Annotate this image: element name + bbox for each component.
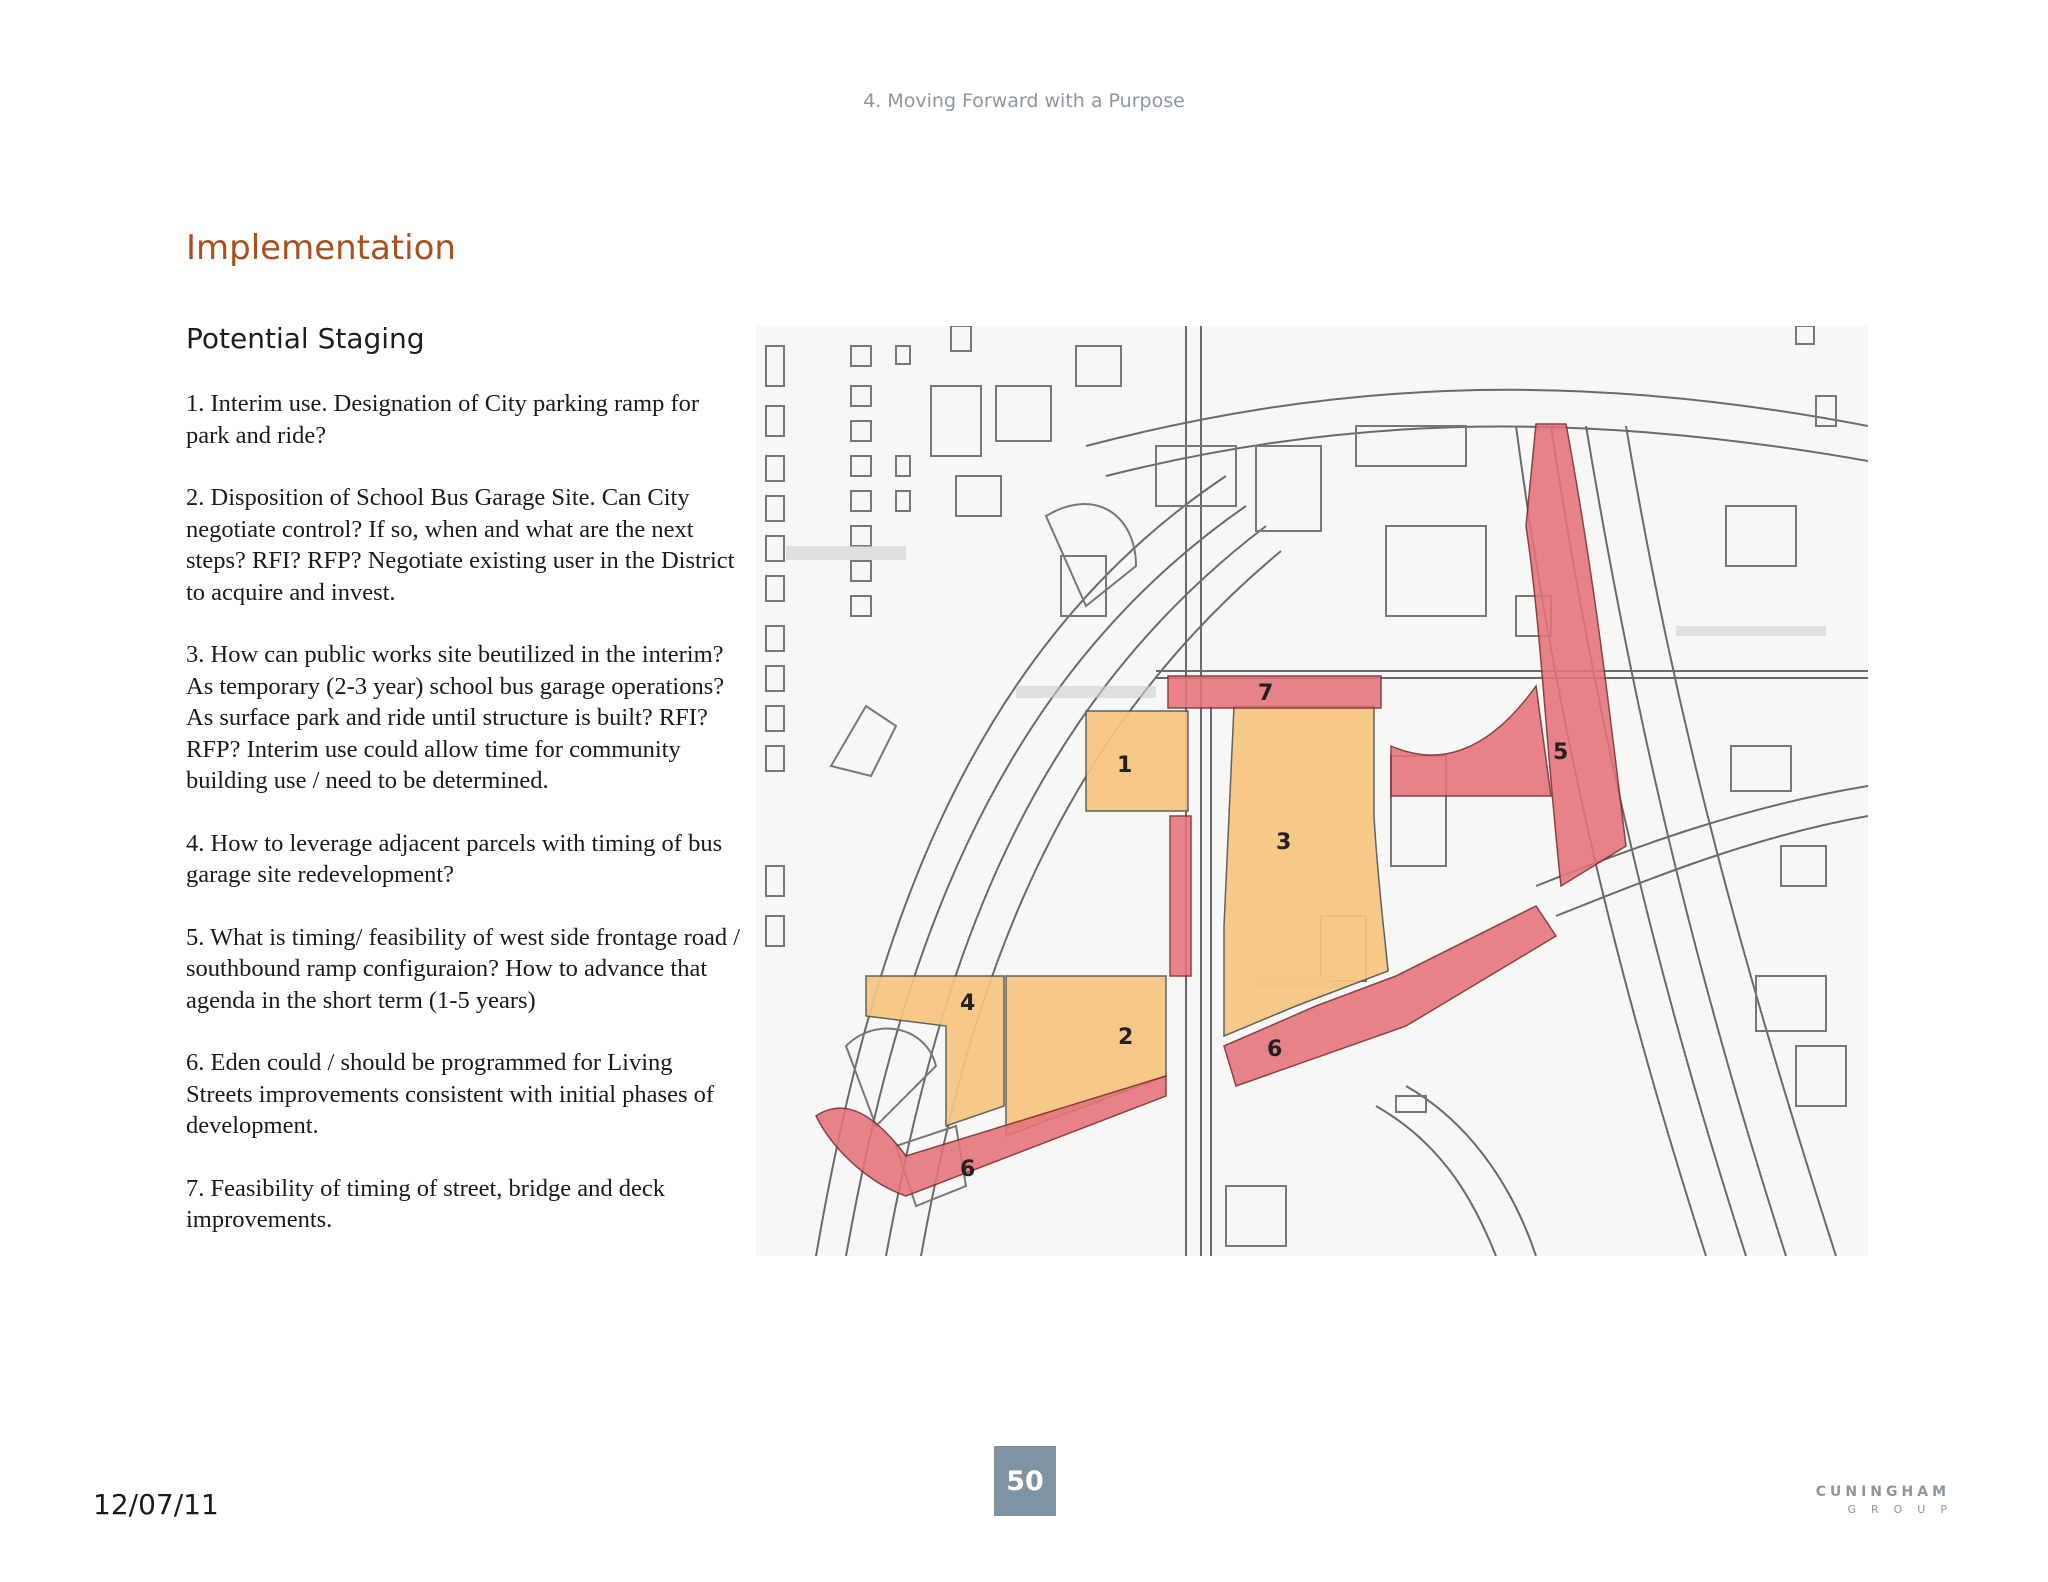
staging-item-1: 1. Interim use. Designation of City parking ramp for park and ride? bbox=[186, 390, 700, 449]
map-label-1: 1 bbox=[1117, 753, 1133, 778]
page-number: 50 bbox=[994, 1446, 1056, 1516]
parcel-1 bbox=[1086, 711, 1188, 811]
section-title: Implementation bbox=[186, 228, 456, 268]
staging-item-5: 5. What is timing/ feasibility of west side frontage road / southbound ramp configuraion? How to advance that agenda in the short term (1-5 years) bbox=[186, 923, 741, 1014]
staging-list bbox=[186, 388, 741, 1267]
staging-map bbox=[756, 326, 1868, 1256]
map-label-4: 4 bbox=[960, 991, 976, 1016]
map-label-6-east: 6 bbox=[1267, 1037, 1283, 1062]
street-7 bbox=[1168, 676, 1381, 708]
date-stamp: 12/07/11 bbox=[93, 1488, 219, 1521]
map-label-7: 7 bbox=[1258, 681, 1274, 706]
company-logo bbox=[1790, 1484, 1962, 1516]
map-label-3: 3 bbox=[1276, 830, 1292, 855]
street-mid-strip bbox=[1170, 816, 1191, 976]
logo-line-1: CUNINGHAM bbox=[1815, 1484, 1950, 1500]
map-label-2: 2 bbox=[1118, 1025, 1134, 1050]
map-label-6-west: 6 bbox=[960, 1157, 976, 1182]
map-label-5: 5 bbox=[1553, 740, 1569, 765]
logo-line-2: GROUP bbox=[1847, 1503, 1962, 1516]
staging-item-6: 6. Eden could / should be programmed for Living Streets improvements consistent with initial phases of development. bbox=[186, 1049, 715, 1139]
staging-item-4: 4. How to leverage adjacent parcels with timing of bus garage site redevelopment? bbox=[186, 829, 723, 888]
subsection-title: Potential Staging bbox=[186, 322, 425, 355]
staging-item-7: 7. Feasibility of timing of street, bridge and deck improvements. bbox=[186, 1174, 666, 1233]
staging-item-3: 3. How can public works site beutilized in the interim? As temporary (2-3 year) school bus garage operations? As surface park and ride until structure is built? RFI? RFP? Interim use could allow time for community building use / need to be determined. bbox=[186, 641, 725, 794]
staging-item-2: 2. Disposition of School Bus Garage Site. Can City negotiate control? If so, when and what are the next steps? RFI? RFP? Negotiate existing user in the District to acquire and invest. bbox=[186, 484, 735, 606]
running-header: 4. Moving Forward with a Purpose bbox=[863, 90, 1185, 112]
